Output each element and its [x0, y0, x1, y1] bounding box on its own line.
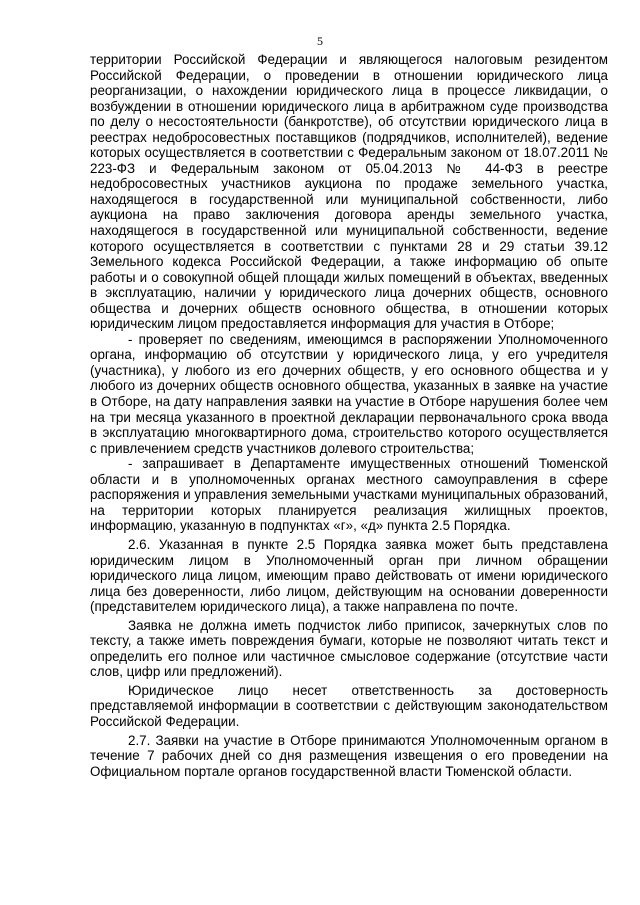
paragraph-checks-info: - проверяет по сведениям, имеющимся в распоряжении Уполномоченного органа, информацию об отсутствии у юридического лица, у его учредителя (участника), у любого из его дочерних обществ, у его основного общества и у любого из дочерних обществ основного общества, указанных в заявке на участие в Отборе, на дату направления заявки на участие в Отборе нарушения более чем на три месяца указанного в проектной декларации первоначального срока ввода в эксплуатацию многоквартирного дома, строительство которого осуществляется с привлечением средств участников долевого строительства; — [90, 331, 608, 456]
page-number: 5 — [317, 34, 323, 48]
document-body — [90, 52, 608, 779]
paragraph-continuation: территории Российской Федерации и являющегося налоговым резидентом Российской Федерации, о проведении в отношении юридического лица реорганизации, о нахождении юридического лица в процессе ликвидации, о возбуждении в отношении юридического лица в арбитражном суде производства по делу о несостоятельности (банкротстве), об отсутствии юридического лица в реестрах недобросовестных поставщиков (подрядчиков, исполнителей), ведение которых осуществляется в соответствии с Федеральным законом от 18.07.2011 № 223-ФЗ и Федеральным законом от 05.04.2013 № 44-ФЗ в реестре недобросовестных участников аукциона по продаже земельного участка, находящегося в государственной или муниципальной собственности, либо аукциона на право заключения договора аренды земельного участка, находящегося в государственной или муниципальной собственности, ведение которого осуществляется в соответствии с пунктами 28 и 29 статьи 39.12 Земельного кодекса Российской Федерации, а также информацию об опыте работы и о совокупной общей площади жилых помещений в объектах, введенных в эксплуатацию, наличии у юридического лица дочерних обществ, основного общества и дочерних обществ основного общества, в отношении которых юридическим лицом предоставляется информация для участия в Отборе; — [90, 52, 608, 332]
paragraph-requests-info: - запрашивает в Департаменте имущественных отношений Тюменской области и в уполномоченных органах местного самоуправления в сфере распоряжения и управления земельными участками муниципальных образований, на территории которых планируется реализация жилищных проектов, информацию, указанную в подпунктах «г», «д» пункта 2.5 Порядка. — [90, 456, 608, 534]
paragraph-responsibility: Юридическое лицо несет ответственность за достоверность представляемой информации в соответствии с действующим законодательством Российской Федерации. — [90, 682, 608, 729]
paragraph-application-requirements: Заявка не должна иметь подчисток либо приписок, зачеркнутых слов по тексту, а также иметь повреждения бумаги, которые не позволяют читать текст и определить его полное или частичное смысловое содержание (отсутствие части слов, цифр или предложений). — [90, 617, 608, 680]
paragraph-2-7: 2.7. Заявки на участие в Отборе принимаются Уполномоченным органом в течение 7 рабочих дней со дня размещения извещения о его проведении на Официальном портале органов государственной власти Тюменской области. — [90, 732, 608, 779]
paragraph-2-6: 2.6. Указанная в пункте 2.5 Порядка заявка может быть представлена юридическим лицом в Уполномоченный орган при личном обращении юридического лица лицом, имеющим право действовать от имени юридического лица без доверенности, либо лицом, действующим на основании доверенности (представителем юридического лица), а также направлена по почте. — [90, 536, 608, 615]
